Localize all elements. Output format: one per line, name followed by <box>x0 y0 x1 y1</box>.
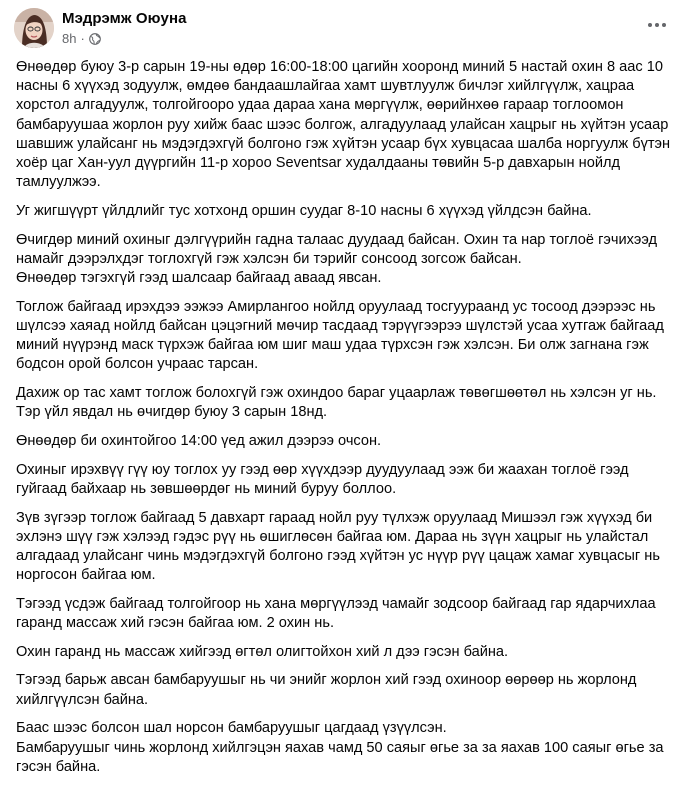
post-paragraph: Уг жигшүүрт үйлдлийг тус хотхонд оршин суудаг 8-10 насны 6 хүүхэд үйлдсэн байна. <box>16 202 592 219</box>
post-header <box>14 8 671 48</box>
post-paragraph: Дахиж ор тас хамт тоглож болохгүй гэж охиндоо бараг уцаарлаж төвөгшөөтөл нь хэлсэн уг нь. Тэр үйл явдал нь өчигдөр буюу 3 сарын 18нд. <box>16 385 657 421</box>
more-horizontal-icon <box>647 22 667 28</box>
post-paragraph: Баас шээс болсон шал норсон бамбаруушыг цагдаад үзүүлсэн. Бамбаруушыг чинь жорлонд хийлгэцэн яахав чамд 50 саяыг өгье за за яахав 100 саяыг өгье за гэсэн байна. <box>16 720 664 775</box>
post-paragraph: Өчигдөр миний охиныг дэлгүүрийн гадна талаас дуудаад байсан. Охин та нар тоглоё гэчихээд намайг дээрэлхдэг тоглохгүй гэж хэлсэн би тэрийг сонсоод зогсож байсан. Өнөөдөр тэгэхгүй гээд шалсаар байгаад аваад явсан. <box>16 231 657 287</box>
post-paragraph: Охин гаранд нь массаж хийгээд өгтөл олигтойхон хий л дээ гэсэн байна. <box>16 643 509 660</box>
post-meta <box>62 31 101 46</box>
post-time[interactable]: 8h <box>62 31 77 46</box>
post-paragraph: Өнөөдөр буюу 3-р сарын 19-ны өдөр 16:00-18:00 цагийн хооронд миний 5 настай охин 8 аас 10 насны 6 хүүхэд зодуулж, өмдөө бандаашлайгаа хамт шувтлуулж бичлэг хийлгүүлж, хацраа хорстол алгадуулж, толгойгооро удаа дараа хана мөргүүлж, өөрийнхөө гараар тоглоомон бамбаруушаа жорлон руу хийж баас шээс болгож, алгадуулаад улайсан хацрыг нь хүйтэн усаар шавшиж улайсанг нь мэдэгдэхгүй болгоно гэж хүйтэн усаар бүх хувцасаа шалба норгуулж бүтэн хоёр цаг Хан-уул дүүргийн 11-р хороо Seventsar худалдааны төвийн 5-р давхарын нойлд тамлуулжээ. <box>16 59 671 191</box>
post-body <box>16 58 671 787</box>
post-paragraph: Тэгээд үсдэж байгаад толгойгоор нь хана мөргүүлээд чамайг зодсоор байгаад гар ядарчихлаа гаранд массаж хий гэсэн байгаа юм. 2 охин нь. <box>16 595 656 632</box>
post-paragraph: Өнөөдөр би охинтойгоо 14:00 үед ажил дээрээ очсон. <box>16 432 382 449</box>
post-paragraph: Тоглож байгаад ирэхдээ ээжээ Амирлангоо нойлд оруулаад тосгуураанд ус тосоод дээрээс нь шүлсээ хаяад нойлд байсан цэцэгний мөчир тасдаад тэрүүгээрээ шүлстэй усаа хутгаж байгаад миний нүүрэнд маск түрхэж байгаа юм шиг маш удаа түрхсэн гэж хэлсэн. Би олж загнана гэж бодсон орой болсон учраас тарсан. <box>16 298 664 373</box>
more-options-button[interactable] <box>643 14 671 36</box>
avatar-photo <box>14 8 54 48</box>
author-name[interactable]: Мэдрэмж Оюуна <box>62 10 187 27</box>
post-paragraph: Зүв зүгээр тоглож байгаад 5 давхарт гараад нойл руу түлхэж оруулаад Мишээл гэж хүүхэд би эхлэнэ шүү гэж хэлээд гэдэс рүү нь өшиглөсөн байгаа юм. Дараа нь зүүн хацрыг нь улайстал алгадаад улайсанг чинь мэдэгдэхгүй болгоно гээд хүйтэн ус нүүр рүү цацаж хамаг хувцасыг нь норгосон байгаа юм. <box>16 509 660 584</box>
meta-separator: · <box>80 31 85 46</box>
globe-icon <box>89 33 101 45</box>
avatar[interactable] <box>14 8 54 48</box>
post-paragraph: Тэгээд барьж авсан бамбаруушыг нь чи энийг жорлон хий гээд охиноор өөрөөр нь жорлонд хийлгүүлсэн байна. <box>16 672 637 708</box>
post-paragraph: Охиныг ирэхвүү гүү юу тоглох уу гээд өөр хүүхдээр дуудуулаад ээж би жаахан тоглоё гээд гуйгаад байхаар нь зөвшөөрдөг нь миний буруу боллоо. <box>16 461 629 497</box>
